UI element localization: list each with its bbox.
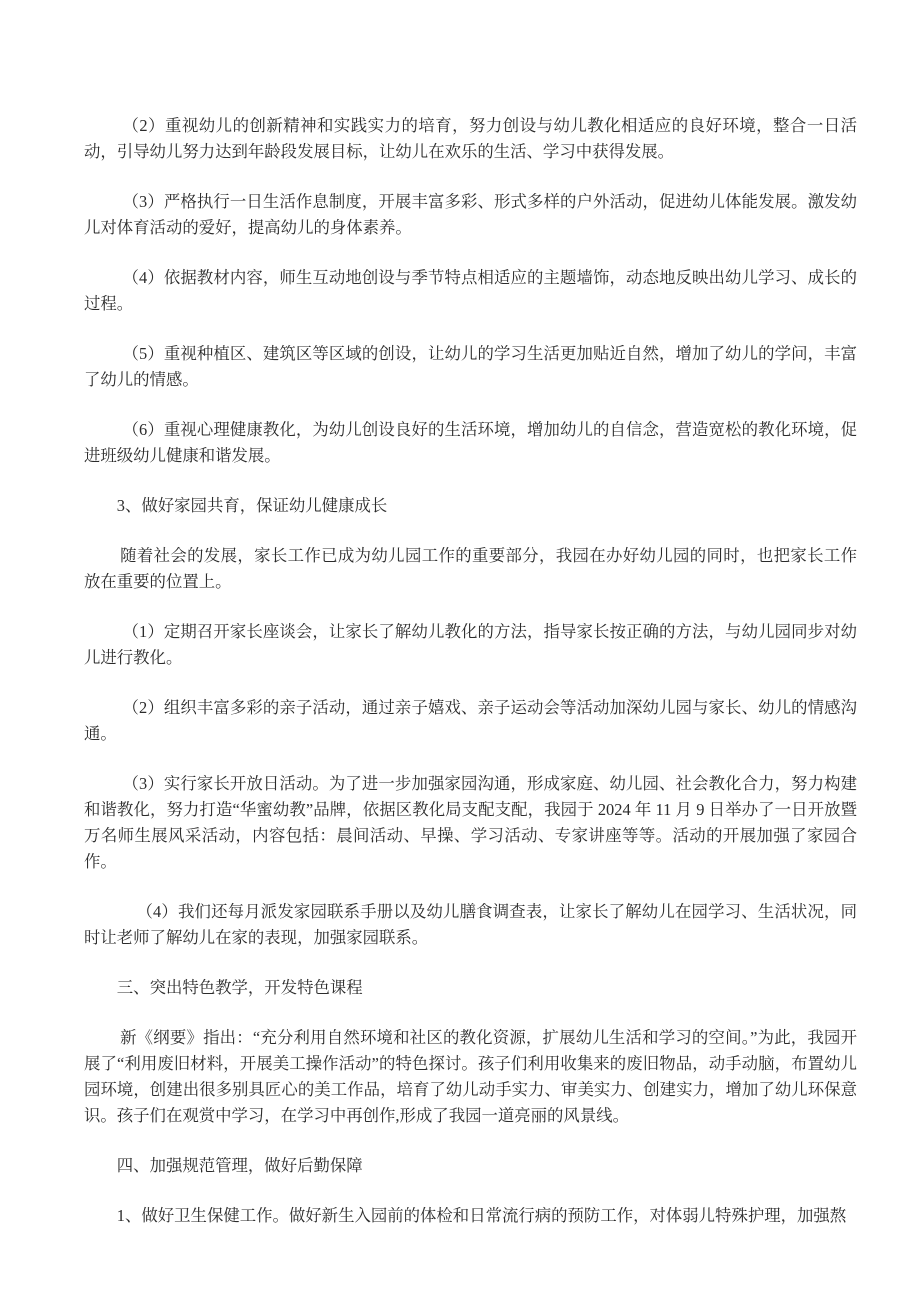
paragraph-sub-item-3-daily-routine: （3）严格执行一日生活作息制度，开展丰富多彩、形式多样的户外活动，促进幼儿体能发展。激发幼儿对体育活动的爱好，提高幼儿的身体素养。: [84, 192, 857, 237]
paragraph-sub-item-2-parent-child-activity: （2）组织丰富多彩的亲子活动，通过亲子嬉戏、亲子运动会等活动加深幼儿园与家长、幼儿的情感沟通。: [84, 698, 857, 743]
paragraph-health-care: 1、做好卫生保健工作。做好新生入园前的体检和日常流行病的预防工作，对体弱儿特殊护理，加强熬: [116, 1206, 847, 1225]
paragraph-sub-item-1-parent-meeting: （1）定期召开家长座谈会，让家长了解幼儿教化的方法，指导家长按正确的方法，与幼儿园同步对幼儿进行教化。: [84, 622, 857, 667]
paragraph-sub-item-3-open-day: （3）实行家长开放日活动。为了进一步加强家园沟通，形成家庭、幼儿园、社会教化合力，努力构建和谐教化，努力打造“华蜜幼教”品牌，依据区教化局支配支配，我园于 2024 年 11 月 9 日举办了一日开放暨万名师生展风采活动，内容包括：晨间活动、早操、学习活动、专家讲座等等。活动的开展加强了家园合作。: [84, 774, 857, 871]
paragraph-sub-item-6-mental-health: （6）重视心理健康教化，为幼儿创设良好的生活环境，增加幼儿的自信念，营造宽松的教化环境，促进班级幼儿健康和谐发展。: [84, 420, 857, 465]
paragraph-parents-work-intro: 随着社会的发展，家长工作已成为幼儿园工作的重要部分，我园在办好幼儿园的同时，也把家长工作放在重要的位置上。: [84, 546, 857, 591]
heading-home-coop: 3、做好家园共育，保证幼儿健康成长: [116, 496, 388, 515]
paragraph-sub-item-4-theme-wall: （4）依据教材内容，师生互动地创设与季节特点相适应的主题墙饰，动态地反映出幼儿学习、成长的过程。: [84, 268, 857, 313]
heading-section-4-management: 四、加强规范管理，做好后勤保障: [116, 1156, 363, 1175]
paragraph-sub-item-5-planting-zone: （5）重视种植区、建筑区等区域的创设，让幼儿的学习生活更加贴近自然，增加了幼儿的学问，丰富了幼儿的情感。: [84, 344, 857, 389]
paragraph-sub-item-4-contact-booklet: （4）我们还每月派发家园联系手册以及幼儿膳食调查表，让家长了解幼儿在园学习、生活状况，同时让老师了解幼儿在家的表现，加强家园联系。: [84, 902, 857, 947]
heading-section-3-special-teaching: 三、突出特色教学，开发特色课程: [116, 978, 363, 997]
paragraph-sub-item-2-innovation: （2）重视幼儿的创新精神和实践实力的培育，努力创设与幼儿教化相适应的良好环境，整合一日活动，引导幼儿努力达到年龄段发展目标，让幼儿在欢乐的生活、学习中获得发展。: [84, 116, 857, 161]
paragraph-outline-art-activity: 新《纲要》指出：“充分利用自然环境和社区的教化资源，扩展幼儿生活和学习的空间。”为此，我园开展了“利用废旧材料，开展美工操作活动”的特色探讨。孩子们利用收集来的废旧物品，动手动脑，布置幼儿园环境，创建出很多别具匠心的美工作品，培育了幼儿动手实力、审美实力、创建实力，增加了幼儿环保意识。孩子们在观赏中学习，在学习中再创作,形成了我园一道亮丽的风景线。: [84, 1028, 857, 1125]
